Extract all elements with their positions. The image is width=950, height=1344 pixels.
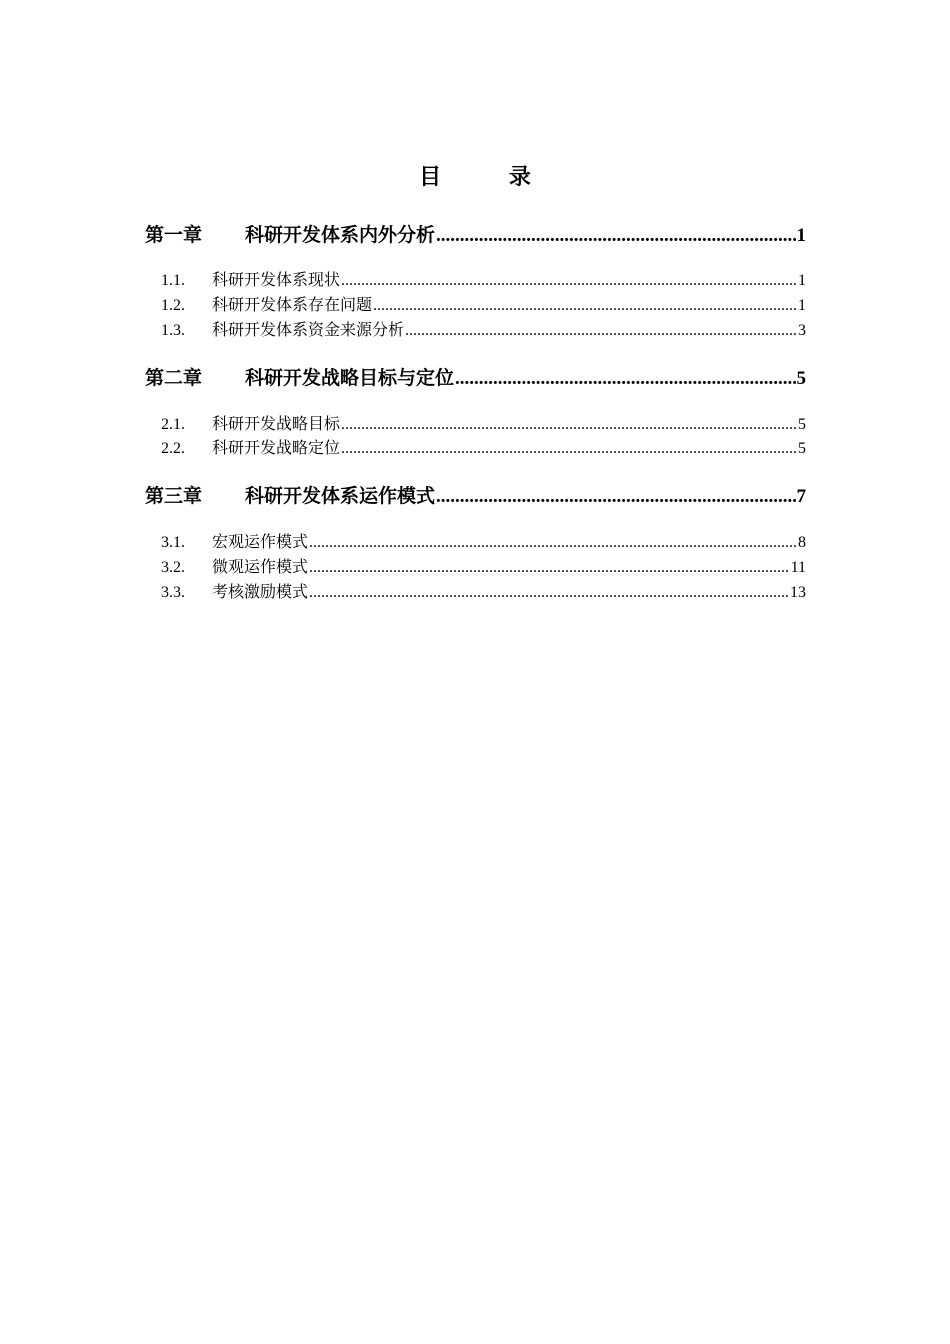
dot-leader	[341, 269, 797, 293]
section-title: 科研开发战略定位	[212, 438, 341, 457]
toc-section[interactable]	[145, 293, 806, 317]
chapter-title: 科研开发体系运作模式	[245, 485, 436, 507]
chapter-number: 第三章	[145, 485, 203, 507]
toc-title: 目 录	[419, 165, 561, 190]
chapter-title: 科研开发体系内外分析	[245, 224, 436, 246]
section-number: 3.3.	[161, 584, 185, 601]
toc-section[interactable]	[145, 318, 806, 342]
chapter-number: 第二章	[145, 367, 203, 389]
dot-leader	[309, 581, 789, 605]
dot-leader	[309, 556, 790, 580]
section-page-number: 1	[798, 272, 806, 289]
toc-section[interactable]	[145, 555, 806, 579]
toc-section[interactable]	[145, 530, 806, 554]
section-title: 科研开发战略目标	[212, 414, 341, 433]
section-page-number: 5	[798, 416, 806, 433]
section-title: 微观运作模式	[212, 557, 309, 576]
chapter-page-number: 1	[796, 225, 806, 246]
toc-chapter[interactable]	[145, 482, 806, 510]
section-title: 科研开发体系存在问题	[212, 295, 373, 314]
toc-chapter[interactable]	[145, 221, 806, 249]
section-number: 1.3.	[161, 322, 185, 339]
section-title: 科研开发体系现状	[212, 270, 341, 289]
section-title: 考核激励模式	[212, 582, 309, 601]
section-page-number: 13	[790, 584, 806, 601]
toc-section[interactable]	[145, 580, 806, 604]
chapter-page-number: 7	[796, 486, 806, 507]
dot-leader	[455, 364, 795, 393]
dot-leader	[341, 437, 797, 461]
section-page-number: 11	[790, 559, 806, 576]
dot-leader	[309, 531, 797, 555]
section-page-number: 8	[798, 534, 806, 551]
chapter-number: 第一章	[145, 224, 203, 246]
dot-leader	[436, 482, 795, 511]
section-page-number: 5	[798, 440, 806, 457]
section-number: 3.2.	[161, 559, 185, 576]
dot-leader	[436, 221, 795, 250]
toc-section[interactable]	[145, 268, 806, 292]
chapter-page-number: 5	[796, 368, 806, 389]
toc-chapter[interactable]	[145, 364, 806, 392]
section-number: 1.2.	[161, 297, 185, 314]
section-number: 2.1.	[161, 416, 185, 433]
section-number: 1.1.	[161, 272, 185, 289]
dot-leader	[373, 294, 797, 318]
section-title: 宏观运作模式	[212, 532, 309, 551]
toc-section[interactable]	[145, 412, 806, 436]
section-number: 2.2.	[161, 440, 185, 457]
dot-leader	[405, 319, 797, 343]
dot-leader	[341, 413, 797, 437]
toc-section[interactable]	[145, 436, 806, 460]
section-title: 科研开发体系资金来源分析	[212, 320, 405, 339]
chapter-title: 科研开发战略目标与定位	[245, 367, 455, 389]
section-number: 3.1.	[161, 534, 185, 551]
section-page-number: 1	[798, 297, 806, 314]
section-page-number: 3	[798, 322, 806, 339]
